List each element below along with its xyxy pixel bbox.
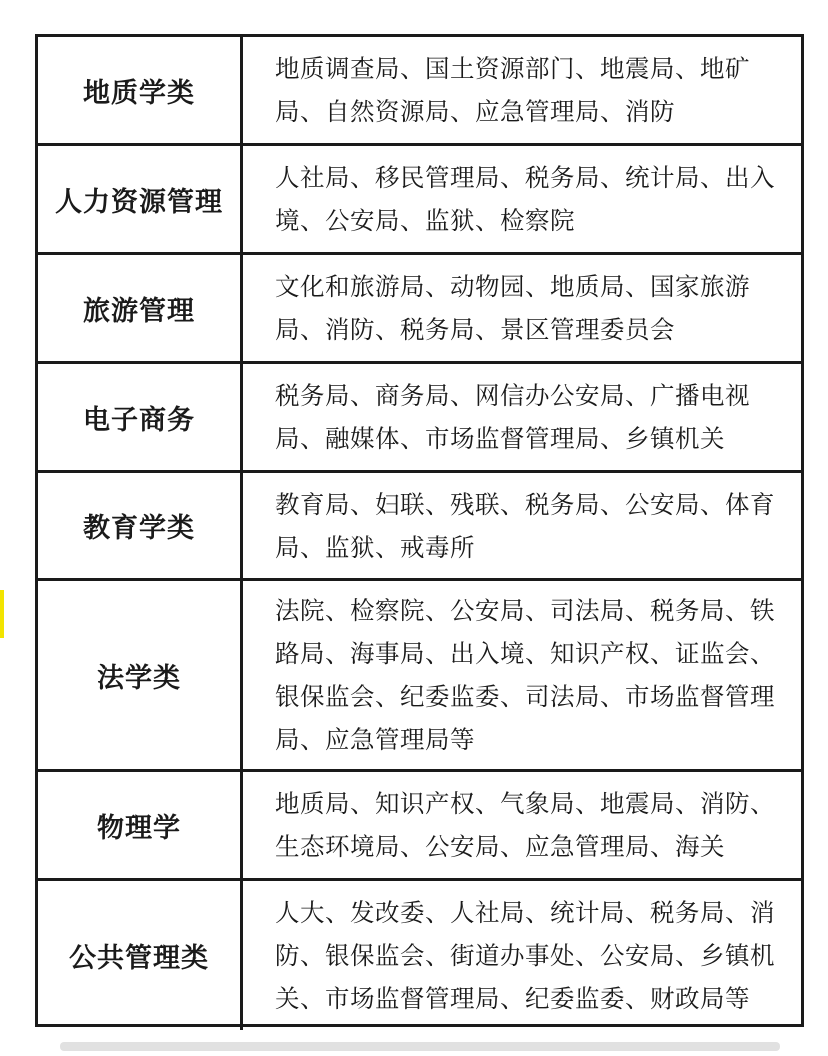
major-employer-table [35,34,804,1027]
employers-cell: 文化和旅游局、动物园、地质局、国家旅游局、消防、税务局、景区管理委员会 [275,272,750,344]
employers-cell: 法院、检察院、公安局、司法局、税务局、铁路局、海事局、出入境、知识产权、证监会、银保监会、纪委监委、司法局、市场监督管理局、应急管理局等 [275,596,775,754]
table-row [38,581,801,772]
table-row [38,146,801,255]
category-cell: 旅游管理 [38,255,243,361]
table-row [38,772,801,881]
top-margin [0,0,828,30]
employers-cell: 税务局、商务局、网信办公安局、广播电视局、融媒体、市场监督管理局、乡镇机关 [275,381,750,453]
employers-cell: 人社局、移民管理局、税务局、统计局、出入境、公安局、监狱、检察院 [275,163,775,235]
blurred-caption [60,1042,780,1051]
category-cell: 公共管理类 [38,881,243,1030]
category-cell: 地质学类 [38,37,243,143]
table-row [38,37,801,146]
category-cell: 电子商务 [38,364,243,470]
table-row [38,364,801,473]
bottom-margin [0,1030,828,1056]
category-cell: 物理学 [38,772,243,878]
employers-cell: 人大、发改委、人社局、统计局、税务局、消防、银保监会、街道办事处、公安局、乡镇机关、市场监督管理局、纪委监委、财政局等 [275,898,775,1013]
table-row [38,255,801,364]
category-cell: 教育学类 [38,473,243,578]
table-row [38,473,801,581]
category-cell: 法学类 [38,581,243,769]
edge-highlight-mark [0,590,4,638]
employers-cell: 地质调查局、国土资源部门、地震局、地矿局、自然资源局、应急管理局、消防 [275,54,750,126]
employers-cell: 地质局、知识产权、气象局、地震局、消防、生态环境局、公安局、应急管理局、海关 [275,789,775,861]
table-row [38,881,801,1030]
employers-cell: 教育局、妇联、残联、税务局、公安局、体育局、监狱、戒毒所 [275,489,775,562]
category-cell: 人力资源管理 [38,146,243,252]
